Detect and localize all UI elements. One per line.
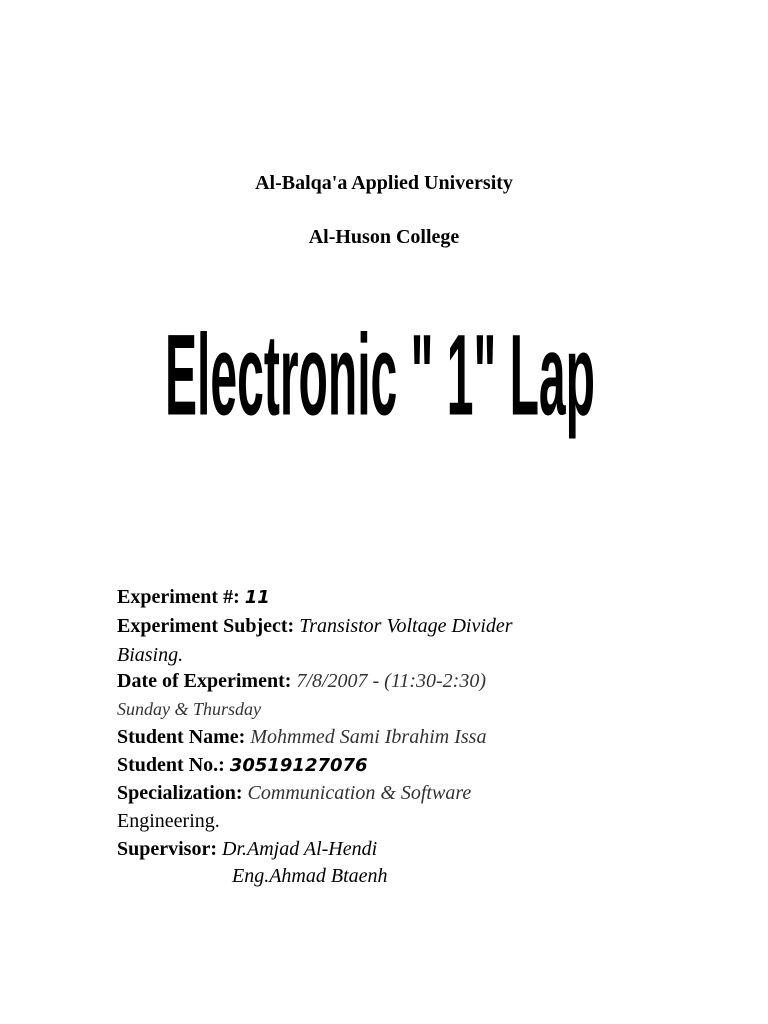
student-number-row — [117, 754, 368, 777]
specialization-value: Communication & Software — [247, 782, 472, 804]
supervisor-label: Supervisor: — [117, 838, 217, 860]
supervisor-row — [117, 838, 377, 861]
title-wordart-text: Electronic " 1" Lap — [165, 312, 596, 440]
experiment-days: Sunday & Thursday — [117, 699, 261, 719]
student-name-value: Mohmmed Sami Ibrahim Issa — [250, 726, 487, 748]
experiment-subject-continuation: Biasing. — [117, 644, 184, 666]
experiment-date-value: 7/8/2007 - (11:30-2:30) — [296, 670, 486, 692]
student-number-value: 30519127076 — [229, 755, 368, 776]
university-name: Al-Balqa'a Applied University — [255, 172, 513, 194]
student-name-label: Student Name: — [117, 726, 246, 748]
student-name-row — [117, 726, 486, 749]
experiment-date-row — [117, 670, 486, 693]
experiment-number-row — [117, 586, 270, 609]
experiment-subject-value: Transistor Voltage Divider — [299, 615, 513, 637]
specialization-row — [117, 782, 471, 805]
experiment-subject-row — [117, 615, 513, 638]
experiment-subject-label: Experiment Subject: — [117, 615, 295, 637]
supervisor-value-1: Dr.Amjad Al-Hendi — [222, 838, 378, 860]
college-name: Al-Huson College — [308, 226, 460, 248]
experiment-number-value: 11 — [244, 587, 270, 608]
experiment-number-label: Experiment #: — [117, 586, 240, 608]
supervisor-value-2: Eng.Ahmad Btaenh — [232, 865, 388, 887]
title-wordart — [150, 300, 610, 450]
experiment-date-label: Date of Experiment: — [117, 670, 292, 692]
specialization-label: Specialization: — [117, 782, 243, 804]
specialization-continuation: Engineering. — [117, 810, 220, 832]
student-number-label: Student No.: — [117, 754, 225, 776]
